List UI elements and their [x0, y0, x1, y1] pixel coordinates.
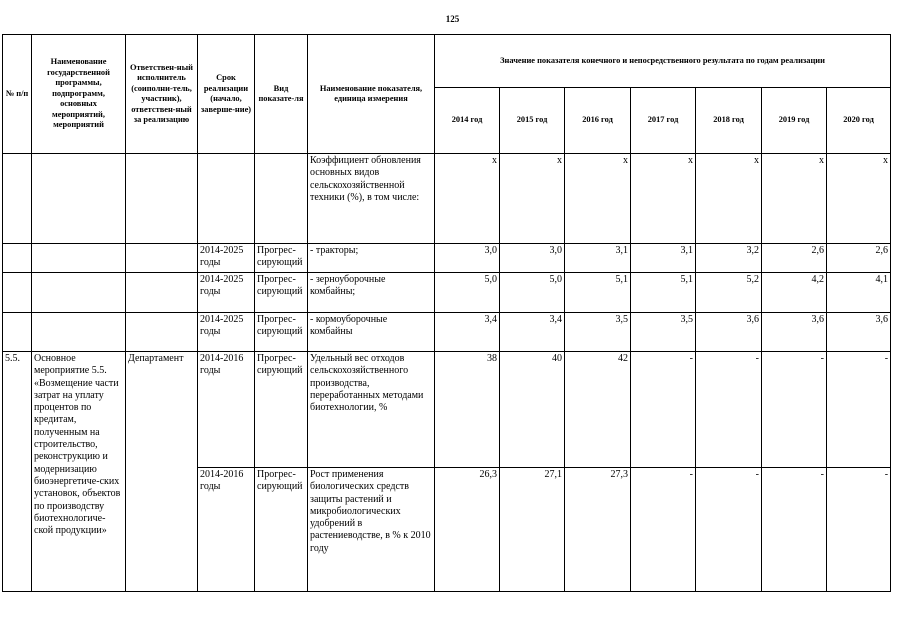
cell-value: - [631, 468, 696, 592]
header-year-2020: 2020 год [827, 88, 891, 154]
cell-num [3, 273, 32, 313]
cell-value: 5,0 [500, 273, 565, 313]
cell-indicator: - зерноуборочные комбайны; [308, 273, 435, 313]
cell-value: 3,4 [435, 313, 500, 352]
header-num: № п/п [3, 35, 32, 154]
cell-value: х [500, 154, 565, 244]
cell-value: 3,0 [500, 244, 565, 273]
page-number: 125 [445, 14, 460, 24]
header-program: Наименование государственной программы, подпрограмм, основных мероприятий, мероприятий [32, 35, 126, 154]
cell-value: - [827, 352, 891, 468]
header-year-2019: 2019 год [762, 88, 827, 154]
cell-value: 40 [500, 352, 565, 468]
cell-value: х [565, 154, 631, 244]
cell-num: 5.5. [3, 352, 32, 592]
cell-executor: Департамент [126, 352, 198, 592]
header-row-1 [3, 35, 891, 88]
cell-value: 5,1 [565, 273, 631, 313]
cell-program [32, 244, 126, 273]
header-values-title: Значение показателя конечного и непосредственного результата по годам реализации [435, 35, 891, 88]
cell-value: 3,1 [565, 244, 631, 273]
cell-value: 5,0 [435, 273, 500, 313]
cell-program [32, 154, 126, 244]
cell-value: 42 [565, 352, 631, 468]
table-row [3, 352, 891, 468]
cell-value: 3,6 [827, 313, 891, 352]
header-year-2016: 2016 год [565, 88, 631, 154]
cell-value: 2,6 [762, 244, 827, 273]
cell-executor [126, 273, 198, 313]
cell-indicator: - тракторы; [308, 244, 435, 273]
cell-kind [255, 154, 308, 244]
header-indicator: Наименование показателя, единица измерения [308, 35, 435, 154]
cell-num [3, 244, 32, 273]
cell-kind: Прогрес-сирующий [255, 468, 308, 592]
cell-executor [126, 154, 198, 244]
cell-term: 2014-2025 годы [198, 244, 255, 273]
table-row [3, 313, 891, 352]
header-kind: Вид показате-ля [255, 35, 308, 154]
cell-value: 4,2 [762, 273, 827, 313]
cell-kind: Прогрес-сирующий [255, 244, 308, 273]
cell-value: х [696, 154, 762, 244]
header-term: Срок реализации (начало, заверше-ние) [198, 35, 255, 154]
cell-value: 2,6 [827, 244, 891, 273]
cell-value: 5,2 [696, 273, 762, 313]
table-row [3, 273, 891, 313]
cell-value: х [827, 154, 891, 244]
cell-term: 2014-2025 годы [198, 273, 255, 313]
cell-value: 3,2 [696, 244, 762, 273]
cell-value: 3,5 [565, 313, 631, 352]
cell-program: Основное мероприятие 5.5. «Возмещение части затрат на уплату процентов по кредитам, полученным на строительство, реконструкцию и модернизацию биоэнергетиче-ских установок, объектов по производству биотехнологиче-ской продукции» [32, 352, 126, 592]
header-executor: Ответствен-ный исполнитель (соиполни-тель, участник), ответствен-ный за реализацию [126, 35, 198, 154]
cell-term [198, 154, 255, 244]
cell-value: 3,5 [631, 313, 696, 352]
cell-num [3, 154, 32, 244]
cell-indicator: Рост применения биологических средств защиты растений и микробиологических удобрений в растениеводстве, в % к 2010 году [308, 468, 435, 592]
cell-value: 3,0 [435, 244, 500, 273]
cell-executor [126, 244, 198, 273]
cell-value: 3,6 [762, 313, 827, 352]
cell-value: - [696, 468, 762, 592]
cell-program [32, 313, 126, 352]
cell-value: - [827, 468, 891, 592]
cell-kind: Прогрес-сирующий [255, 352, 308, 468]
cell-value: - [762, 352, 827, 468]
cell-indicator: Коэффициент обновления основных видов сельскохозяйственной техники (%), в том числе: [308, 154, 435, 244]
cell-term: 2014-2016 годы [198, 352, 255, 468]
cell-term: 2014-2016 годы [198, 468, 255, 592]
header-year-2017: 2017 год [631, 88, 696, 154]
cell-value: 27,1 [500, 468, 565, 592]
cell-value: х [762, 154, 827, 244]
cell-program [32, 273, 126, 313]
cell-value: - [762, 468, 827, 592]
cell-indicator: - кормоуборочные комбайны [308, 313, 435, 352]
cell-value: х [435, 154, 500, 244]
cell-executor [126, 313, 198, 352]
table-row [3, 244, 891, 273]
cell-num [3, 313, 32, 352]
header-year-2015: 2015 год [500, 88, 565, 154]
header-year-2018: 2018 год [696, 88, 762, 154]
cell-value: 27,3 [565, 468, 631, 592]
cell-value: 3,6 [696, 313, 762, 352]
indicators-table [2, 34, 891, 592]
table-row [3, 154, 891, 244]
cell-value: 5,1 [631, 273, 696, 313]
cell-indicator: Удельный вес отходов сельскохозяйственного производства, переработанных методами биотехнологии, % [308, 352, 435, 468]
header-year-2014: 2014 год [435, 88, 500, 154]
cell-value: х [631, 154, 696, 244]
cell-kind: Прогрес-сирующий [255, 313, 308, 352]
cell-value: 3,4 [500, 313, 565, 352]
cell-value: 38 [435, 352, 500, 468]
cell-value: 4,1 [827, 273, 891, 313]
cell-term: 2014-2025 годы [198, 313, 255, 352]
cell-value: - [696, 352, 762, 468]
cell-value: - [631, 352, 696, 468]
cell-kind: Прогрес-сирующий [255, 273, 308, 313]
cell-value: 26,3 [435, 468, 500, 592]
cell-value: 3,1 [631, 244, 696, 273]
